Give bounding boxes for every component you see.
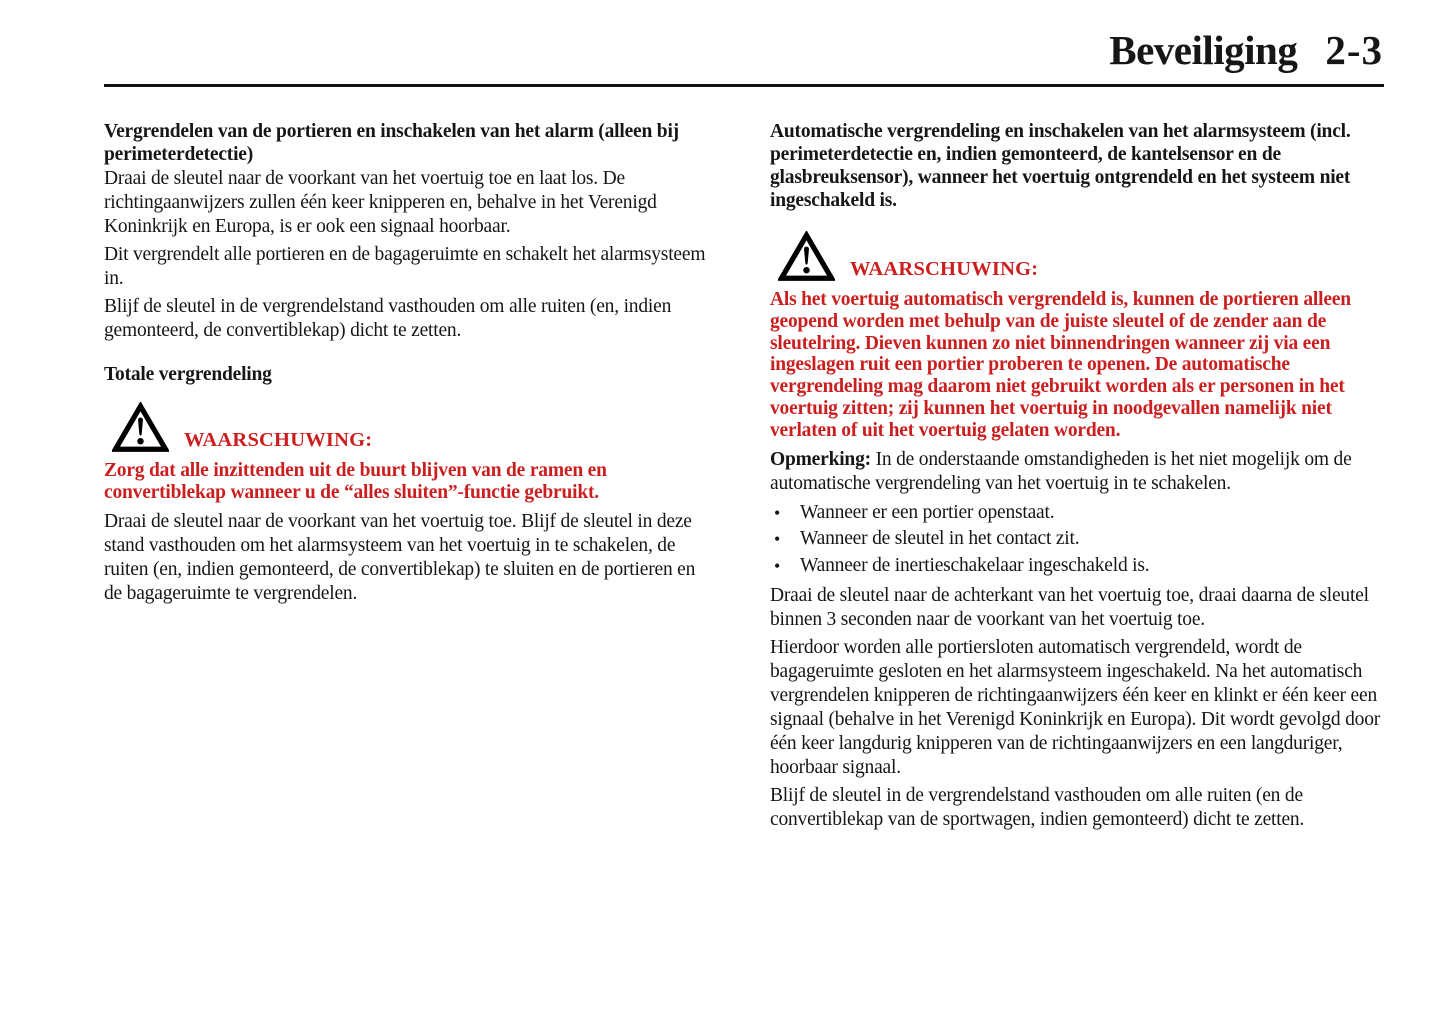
- bullet-icon: •: [774, 502, 781, 523]
- bullet-text: Wanneer de inertieschakelaar ingeschakeld is.: [800, 554, 1150, 576]
- list-item: [770, 500, 1384, 527]
- note-text: In de onderstaande omstandigheden is het niet mogelijk om de automatische vergrendeling van het voertuig in te schakelen.: [770, 448, 1352, 494]
- left-warning-label: WAARSCHUWING:: [184, 429, 373, 451]
- page-title: [1109, 26, 1383, 74]
- note-bullet-list: [770, 500, 1384, 580]
- list-item: [770, 553, 1384, 580]
- section-title: Beveiliging: [1109, 27, 1298, 73]
- left-paragraph-4: Draai de sleutel naar de voorkant van het voertuig toe. Blijf de sleutel in deze stand vasthouden om het alarmsysteem van het voertuig in te schakelen, de ruiten (en, indien gemonteerd, de convertiblekap) te sluiten en de portieren en de bagageruimte te vergrendelen.: [104, 510, 696, 604]
- right-warning-label: WAARSCHUWING:: [850, 258, 1039, 280]
- left-warning-text: Zorg dat alle inzittenden uit de buurt blijven van de ramen en convertiblekap wanneer u de “alles sluiten”-functie gebruikt.: [104, 460, 607, 503]
- left-heading: Vergrendelen van de portieren en inschakelen van het alarm (alleen bij perimeterdetectie): [104, 121, 679, 165]
- right-warning-text: Als het voertuig automatisch vergrendeld is, kunnen de portieren alleen geopend worden met behulp van de juiste sleutel of de zender aan de sleutelring. Dieven kunnen zo niet binnendringen wanneer zij via een ingeslagen ruit een portier proberen te openen. De automatische vergrendeling mag daarom niet gebruikt worden als er personen in het voertuig zitten; zij kunnen het voertuig in noodgevallen namelijk niet verlaten of uit het voertuig gelaten worden.: [770, 289, 1351, 441]
- right-column: [770, 120, 1384, 836]
- left-subheading: Totale vergrendeling: [104, 364, 272, 385]
- right-heading: Automatische vergrendeling en inschakelen van het alarmsysteem (incl. perimeterdetectie en, indien gemonteerd, de kantelsensor en de glasbreuksensor), wanneer het voertuig ontgrendeld en het systeem niet ingeschakeld is.: [770, 121, 1351, 211]
- header-rule: [104, 84, 1384, 87]
- bullet-text: Wanneer er een portier openstaat.: [800, 501, 1055, 523]
- right-paragraph-1: Draai de sleutel naar de achterkant van het voertuig toe, draai daarna de sleutel binnen 3 seconden naar de voorkant van het voertuig toe.: [770, 585, 1369, 631]
- left-paragraph-2: Dit vergrendelt alle portieren en de bagageruimte en schakelt het alarmsysteem in.: [104, 244, 706, 289]
- left-paragraph-1: Draai de sleutel naar de voorkant van het voertuig toe en laat los. De richtingaanwijzers zullen één keer knipperen en, behalve in het Verenigd Koninkrijk en Europa, is er ook een signaal hoorbaar.: [104, 168, 657, 237]
- page-number: 2-3: [1325, 27, 1383, 73]
- left-warning-header: [104, 402, 716, 453]
- note-paragraph: [770, 448, 1384, 496]
- warning-triangle-icon: [112, 402, 169, 453]
- left-column: [104, 120, 716, 610]
- right-paragraph-2: Hierdoor worden alle portiersloten automatisch vergrendeld, wordt de bagageruimte gesloten en het alarmsysteem ingeschakeld. Na het automatisch vergrendelen knipperen de richtingaanwijzers één keer en klinkt er één keer een signaal (behalve in het Verenigd Koninkrijk en Europa). Dit wordt gevolgd door één keer langdurig knipperen van de richtingaanwijzers en een langduriger, hoorbaar signaal.: [770, 637, 1381, 779]
- bullet-icon: •: [774, 555, 781, 576]
- list-item: [770, 526, 1384, 553]
- right-paragraph-3: Blijf de sleutel in de vergrendelstand vasthouden om alle ruiten (en de convertiblekap van de sportwagen, indien gemonteerd) dicht te zetten.: [770, 785, 1305, 831]
- note-label: Opmerking:: [770, 448, 871, 470]
- left-paragraph-3: Blijf de sleutel in de vergrendelstand vasthouden om alle ruiten (en, indien gemonteerd, de convertiblekap) dicht te zetten.: [104, 296, 672, 341]
- bullet-icon: •: [774, 529, 781, 550]
- bullet-text: Wanneer de sleutel in het contact zit.: [800, 528, 1080, 550]
- warning-triangle-icon: [778, 231, 835, 282]
- right-warning-header: [770, 231, 1384, 282]
